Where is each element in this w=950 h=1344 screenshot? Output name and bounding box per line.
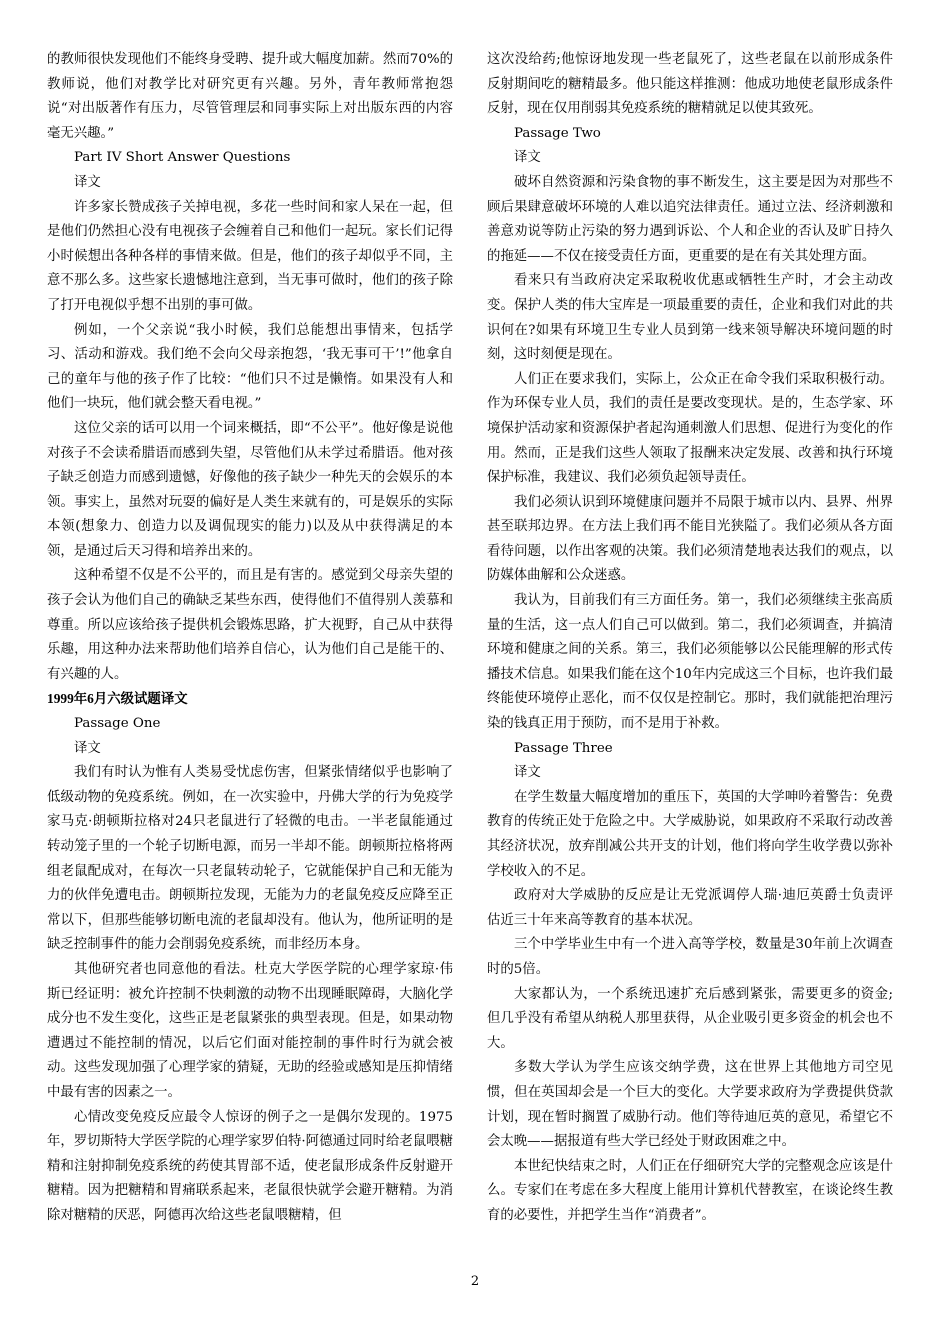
paragraph: 我认为，目前我们有三方面任务。第一，我们必须继续主张高质量的生活，这一点人们自己可以做到。第二，我们必须调查，并搞清环境和健康之间的关系。第三，我们必须能够以公民能理解的形式传播技术信息。如果我们能在这个10年内完成这三个目标，也许我们最终能使环境停止恶化，而不仅仅是控制它。那时，我们就能把治理污染的钱真正用于预防，而不是用于补救。 bbox=[487, 593, 893, 732]
paragraph: 其他研究者也同意他的看法。杜克大学医学院的心理学家琼·伟斯已经证明：被允许控制不快刺激的动物不出现睡眠障碍，大脑化学成分也不发生变化，这些正是老鼠紧张的典型表现。但是，如果动物遭遇过不能控制的情况，以后它们面对能控制的事件时行为就会被动。这些发现加强了心理学家的猜疑，无助的经验或感知是压抑情绪中最有害的因素之一。 bbox=[47, 961, 453, 1100]
paragraph: 例如，一个父亲说“我小时候，我们总能想出事情来，包括学习、活动和游戏。我们绝不会向父母亲抱怨，‘我无事可干’!”他拿自己的童年与他的孩子作了比较：“他们只不过是懒惰。如果没有人和他们一块玩，他们就会整天看电视。” bbox=[47, 322, 453, 412]
passage-label-one: Passage One bbox=[74, 716, 161, 732]
paragraph: 多数大学认为学生应该交纳学费，这在世界上其他地方司空见惯，但在英国却会是一个巨大的变化。大学要求政府为学费提供贷款计划，现在暂时搁置了威胁行动。他们等待迪厄英的意见，希望它不会太晚——据报道有些大学已经处于财政困难之中。 bbox=[487, 1060, 893, 1150]
paragraph: 心情改变免疫反应最令人惊讶的例子之一是偶尔发现的。1975年，罗切斯特大学医学院的心理学家罗伯特·阿德通过同时给老鼠喂糖精和注射抑制免疫系统的药使其胃部不适，使老鼠形成条件反射避开糖精。因为把糖精和胃痛联系起来，老鼠很快就学会避开糖精。为消除对糖精的厌恶，阿德再次给这些老鼠喂糖精，但 bbox=[47, 1109, 453, 1223]
page-number: 2 bbox=[470, 1274, 480, 1289]
section-label-part-iv: Part IV Short Answer Questions bbox=[74, 150, 291, 166]
paragraph: 我们有时认为惟有人类易受忧虑伤害，但紧张情绪似乎也影响了低级动物的免疫系统。例如，在一次实验中，丹佛大学的行为免疫学家马克·朗顿斯拉格对24只老鼠进行了轻微的电击。一半老鼠能通过转动笼子里的一个轮子切断电源，而另一半却不能。朗顿斯拉格将两组老鼠配成对，在每次一只老鼠转动轮子，它就能保护自己和无能为力的伙伴免遭电击。朗顿斯拉发现，无能为力的老鼠免疫反应降至正常以下，但那些能够切断电流的老鼠却没有。他认为，他所证明的是缺乏控制事件的能力会削弱免疫系统，而非经历本身。 bbox=[47, 765, 453, 953]
paragraph: 本世纪快结束之时，人们正在仔细研究大学的完整观念应该是什么。专家们在考虑在多大程度上能用计算机代替教室，在谈论终生教育的必要性，并把学生当作“消费者”。 bbox=[487, 1158, 893, 1223]
paragraph: 的教师很快发现他们不能终身受聘、提升或大幅度加薪。然而70%的教师说，他们对教学比对研究更有兴趣。另外，青年教师常抱怨说“对出版著作有压力，尽管管理层和同事实际上对出版东西的内容毫无兴趣。” bbox=[47, 52, 453, 141]
paragraph: 这位父亲的话可以用一个词来概括，即“不公平”。他好像是说他对孩子不会读希腊语而感到失望，尽管他们从未学过希腊语。他对孩子缺乏创造力而感到遗憾，好像他的孩子缺少一种先天的会娱乐的本领。事实上，虽然对玩耍的偏好是人类生来就有的，可是娱乐的实际本领(想象力、创造力以及调侃现实的能力)以及从中获得满足的本领，是通过后天习得和培养出来的。 bbox=[47, 420, 453, 559]
passage-label-two: Passage Two bbox=[514, 125, 601, 141]
section-heading: 1999年6月六级试题译文 bbox=[47, 691, 188, 707]
paragraph: 在学生数量大幅度增加的重压下，英国的大学呻吟着警告：免费教育的传统正处于危险之中。大学威胁说，如果政府不采取行动改善其经济状况，放弃削减公共开支的计划，他们将向学生收学费以弥补学校收入的不足。 bbox=[487, 789, 893, 879]
paragraph: 三个中学毕业生中有一个进入高等学校，数量是30年前上次调查时的5倍。 bbox=[487, 937, 893, 977]
translation-label: 译文 bbox=[74, 174, 101, 190]
paragraph: 看来只有当政府决定采取税收优惠或牺牲生产时，才会主动改变。保护人类的伟大宝库是一项最重要的责任，企业和我们对此的共识何在?如果有环境卫生专业人员到第一线来领导解决环境问题的时刻，这时刻便是现在。 bbox=[487, 273, 893, 363]
left-column bbox=[47, 48, 453, 1229]
translation-label: 译文 bbox=[74, 740, 101, 756]
right-column bbox=[487, 48, 893, 1229]
paragraph: 这种希望不仅是不公平的，而且是有害的。感觉到父母亲失望的孩子会认为他们自己的确缺乏某些东西，使得他们不值得别人羡慕和尊重。所以应该给孩子提供机会锻炼思路，扩大视野，自己从中获得乐趣，用这种办法来帮助他们培养自信心，认为他们自己是能干的、有兴趣的人。 bbox=[47, 568, 453, 682]
paragraph: 破坏自然资源和污染食物的事不断发生，这主要是因为对那些不顾后果肆意破坏环境的人难以追究法律责任。通过立法、经济刺激和善意劝说等防止污染的努力遇到诉讼、个人和企业的否认及旷日持久的拖延——不仅在接受责任方面，更重要的是在有关其处理方面。 bbox=[487, 174, 893, 264]
translation-label: 译文 bbox=[514, 150, 541, 166]
paragraph: 我们必须认识到环境健康问题并不局限于城市以内、县界、州界甚至联邦边界。在方法上我们再不能目光狭隘了。我们必须从各方面看待问题，以作出客观的决策。我们必须清楚地表达我们的观点，以防媒体曲解和公众迷惑。 bbox=[487, 494, 893, 584]
paragraph: 大家都认为，一个系统迅速扩充后感到紧张，需要更多的资金;但几乎没有希望从纳税人那里获得，从企业吸引更多资金的机会也不大。 bbox=[487, 986, 893, 1051]
paragraph: 人们正在要求我们，实际上，公众正在命令我们采取积极行动。作为环保专业人员，我们的责任是要改变现状。是的，生态学家、环境保护活动家和资源保护者起沟通刺激人们思想、促进行为变化的作用。然而，正是我们这些人领取了报酬来决定发展、改善和执行环境保护标准，我建议、我们必须负起领导责任。 bbox=[487, 371, 893, 486]
paragraph: 这次没给药;他惊讶地发现一些老鼠死了，这些老鼠在以前形成条件反射期间吃的糖精最多。他只能这样推测：他成功地使老鼠形成条件反射，现在仅用削弱其免疫系统的糖精就足以使其致死。 bbox=[487, 52, 893, 117]
passage-label-three: Passage Three bbox=[514, 740, 613, 756]
translation-label: 译文 bbox=[514, 765, 541, 781]
paragraph: 许多家长赞成孩子关掉电视，多花一些时间和家人呆在一起，但是他们仍然担心没有电视孩子会缠着自己和他们一起玩。家长们记得小时候想出各种各样的事情来做。但是，他们的孩子却似乎不同，主意不那么多。这些家长遗憾地注意到，当无事可做时，他们的孩子除了打开电视似乎想不出别的事可做。 bbox=[47, 199, 453, 313]
paragraph: 政府对大学威胁的反应是让无党派调停人瑞·迪厄英爵士负责评估近三十年来高等教育的基本状况。 bbox=[487, 888, 893, 928]
